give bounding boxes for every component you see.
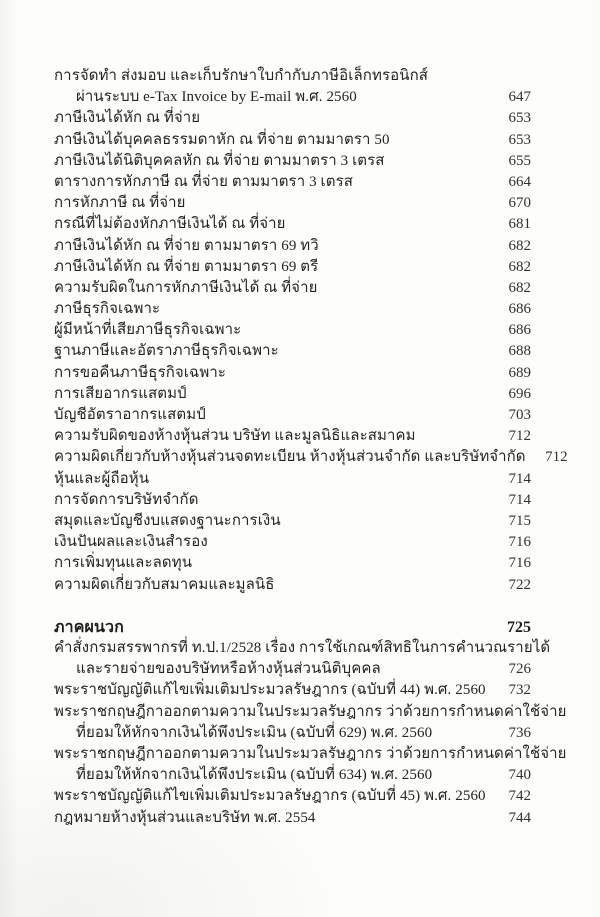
toc-entry [54,765,531,786]
toc-entry-page: 742 [508,788,531,805]
toc-entry-page: 722 [508,576,531,593]
toc-entry [54,575,531,596]
toc-entry-page: 647 [508,89,531,106]
toc-entry-title: และรายจ่ายของบริษัทหรือห้างหุ้นส่วนนิติบุคคล [76,661,381,678]
toc-entry-title: ความผิดเกี่ยวกับห้างหุ้นส่วนจดทะเบียน ห้างหุ้นส่วนจำกัด และบริษัทจำกัด [54,449,526,466]
toc-entry [54,659,531,680]
toc-entry-page: 712 [545,449,568,466]
toc-entry-title: ภาคผนวก [54,618,124,636]
toc-entry-page: 682 [508,279,531,296]
toc-entry [54,702,567,723]
toc-entry-page: 740 [508,767,531,784]
toc-entry [54,151,531,172]
toc-entry [54,172,531,193]
toc-entry-page: 681 [508,216,531,233]
toc-entry-page: 688 [508,343,531,360]
toc-entry-page: 712 [508,428,531,445]
toc-entry-title: พระราชบัญญัติแก้ไขเพิ่มเติมประมวลรัษฎากร (ฉบับที่ 44) พ.ศ. 2560 [54,682,486,699]
toc-entry-title: ภาษีเงินได้หัก ณ ที่จ่าย [54,110,201,127]
toc-entry-title: คำสั่งกรมสรรพากรที่ ท.ป.1/2528 เรื่อง การใช้เกณฑ์สิทธิในการคำนวณรายได้ [54,640,551,657]
toc-entry-title: ภาษีเงินได้นิติบุคคลหัก ณ ที่จ่าย ตามมาตรา 3 เตรส [54,152,385,169]
toc-entry [54,299,531,320]
toc-entry [54,744,567,765]
toc-entry [54,130,531,151]
toc-entry [54,426,531,447]
toc-entry [54,214,531,235]
toc-entry-title: พระราชกฤษฎีกาออกตามความในประมวลรัษฎากร ว่าด้วยการกำหนดค่าใช้จ่าย [54,703,567,720]
toc-entry-page: 744 [508,809,531,826]
toc-entry-title: การขอคืนภาษีธุรกิจเฉพาะ [54,364,227,381]
toc-entry [54,320,531,341]
toc-entry-page: 714 [508,491,531,508]
toc-entry-page: 725 [507,618,531,636]
toc-entry-page: 732 [508,682,531,699]
toc-entry-page: 716 [508,555,531,572]
toc-entry-title: ภาษีธุรกิจเฉพาะ [54,301,161,318]
toc-entry-title: ผู้มีหน้าที่เสียภาษีธุรกิจเฉพาะ [54,322,242,339]
toc-entry-page: 682 [508,258,531,275]
toc-entry-page: 689 [508,364,531,381]
toc-entry [54,638,551,659]
toc-entry-page: 653 [508,110,531,127]
toc-entry-title: บัญชีอัตราอากรแสตมป์ [54,407,206,423]
toc-entry [54,553,531,574]
toc-entry [54,363,531,384]
toc-entry [54,511,531,532]
toc-entry-title: ฐานภาษีและอัตราภาษีธุรกิจเฉพาะ [54,343,279,360]
toc-entry-title: ที่ยอมให้หักจากเงินได้พึงประเมิน (ฉบับที่ 629) พ.ศ. 2560 [76,724,433,741]
toc-entry-title: การเพิ่มทุนและลดทุน [54,555,193,572]
toc-entry-title: ภาษีเงินได้หัก ณ ที่จ่าย ตามมาตรา 69 ตรี [54,258,319,275]
toc-entry [54,723,531,744]
toc-entry [54,469,531,490]
toc-entry [54,532,531,553]
toc-entry-title: การจัดการบริษัทจำกัด [54,491,199,508]
toc-entry [54,405,531,426]
toc-entry-title: ภาษีเงินได้หัก ณ ที่จ่าย ตามมาตรา 69 ทวิ [54,237,319,254]
toc-entry-title: ความรับผิดของห้างหุ้นส่วน บริษัท และมูลนิธิและสมาคม [54,428,416,445]
toc-entry-title: ภาษีเงินได้บุคคลธรรมดาหัก ณ ที่จ่าย ตามมาตรา 50 [54,131,390,148]
toc-entry-page: 653 [508,131,531,148]
toc-entry [54,786,531,807]
toc-entry-title: ที่ยอมให้หักจากเงินได้พึงประเมิน (ฉบับที่ 634) พ.ศ. 2560 [76,767,433,784]
toc-entry [54,108,531,129]
toc-entry [54,808,531,829]
toc-entry-page: 714 [508,470,531,487]
toc-entry-title: เงินปันผลและเงินสำรอง [54,534,208,551]
toc-entry-page: 682 [508,237,531,254]
toc-entry-page: 686 [508,322,531,339]
toc-entry [54,490,531,511]
toc-entry [54,680,531,701]
toc-entry-title: ผ่านระบบ e-Tax Invoice by E-mail พ.ศ. 2560 [76,89,357,106]
toc-entry-page: 716 [508,534,531,551]
toc-entry-title: ความผิดเกี่ยวกับสมาคมและมูลนิธิ [54,576,275,593]
toc-entry [54,617,531,638]
toc-entry-title: กฎหมายห้างหุ้นส่วนและบริษัท พ.ศ. 2554 [54,809,316,826]
toc-entry-title: การเสียอากรแสตมป์ [54,385,187,402]
toc-entry [54,193,531,214]
toc-entry-page: 655 [508,152,531,169]
toc-entry-page: 726 [508,661,531,678]
toc-entry-title: พระราชบัญญัติแก้ไขเพิ่มเติมประมวลรัษฎากร (ฉบับที่ 45) พ.ศ. 2560 [54,788,486,805]
toc-entry [54,87,531,108]
toc-entry-title: พระราชกฤษฎีกาออกตามความในประมวลรัษฎากร ว่าด้วยการกำหนดค่าใช้จ่าย [54,746,567,762]
toc-list [54,66,568,829]
toc-entry [54,278,531,299]
toc-entry [54,66,531,87]
toc-entry-title: กรณีที่ไม่ต้องหักภาษีเงินได้ ณ ที่จ่าย [54,216,286,233]
toc-entry [54,257,531,278]
toc-entry [54,447,568,468]
toc-entry [54,384,531,405]
toc-entry-title: สมุดและบัญชีงบแสดงฐานะการเงิน [54,512,281,529]
toc-entry [54,341,531,362]
toc-entry-page: 670 [508,195,531,212]
toc-entry-title: หุ้นและผู้ถือหุ้น [54,470,150,487]
toc-entry-page: 703 [508,407,531,423]
toc-entry-page: 736 [508,724,531,741]
toc-entry-page: 664 [508,173,531,190]
toc-entry-page: 696 [508,385,531,402]
toc-entry-page: 715 [508,512,531,529]
toc-entry-title: การจัดทำ ส่งมอบ และเก็บรักษาใบกำกับภาษีอิเล็กทรอนิกส์ [54,68,429,84]
toc-entry-title: ความรับผิดในการหักภาษีเงินได้ ณ ที่จ่าย [54,279,318,296]
toc-entry-title: ตารางการหักภาษี ณ ที่จ่าย ตามมาตรา 3 เตรส [54,173,354,190]
toc-entry-title: การหักภาษี ณ ที่จ่าย [54,195,186,212]
toc-entry-page: 686 [508,301,531,318]
toc-entry [54,236,531,257]
